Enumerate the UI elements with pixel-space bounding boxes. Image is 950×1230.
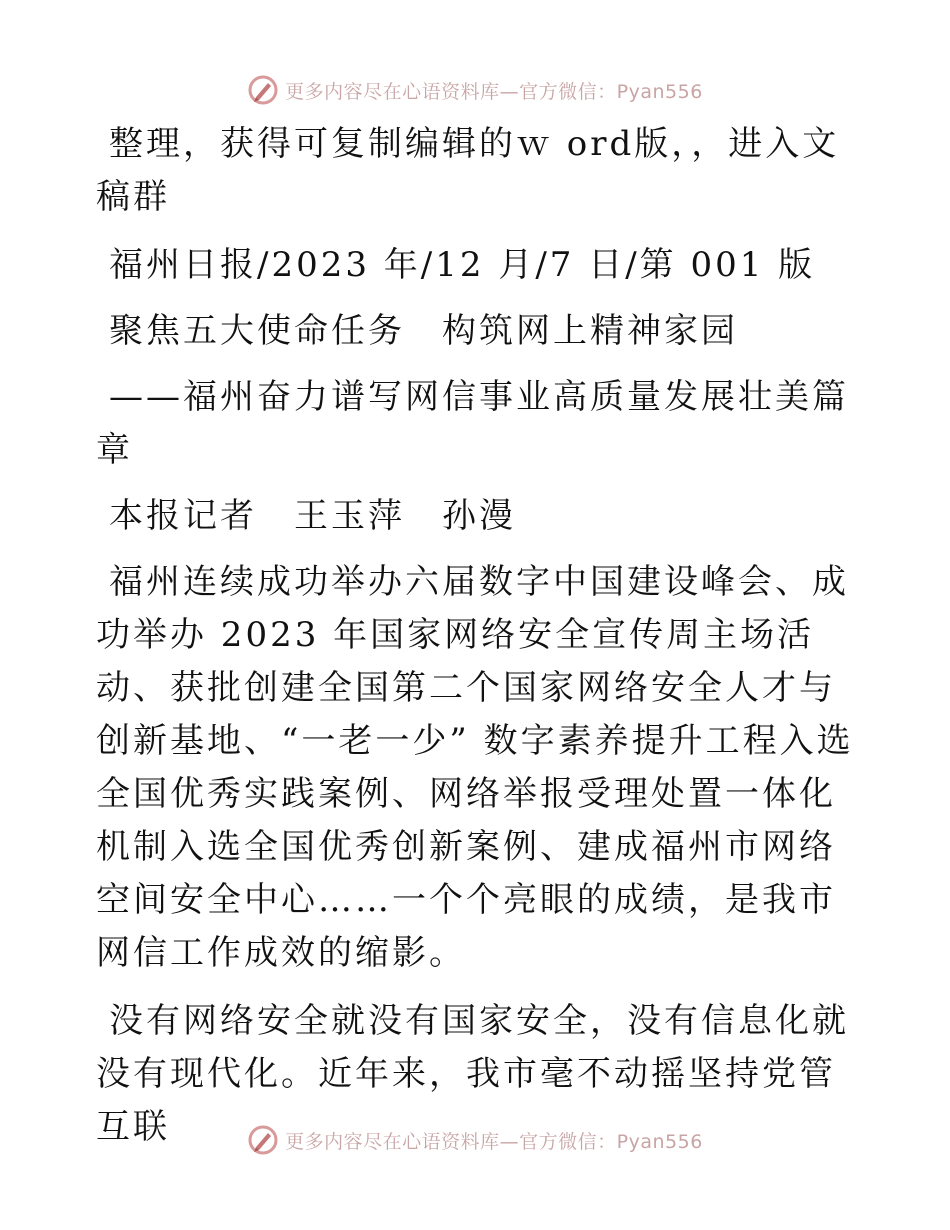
intro-paragraph: 整理，获得可复制编辑的ｗ ord版，，进入文稿群 [96, 124, 840, 217]
publication-info: 福州日报/2023 年/12 月/7 日/第 001 版 [109, 245, 816, 285]
watermark-text: 更多内容尽在心语资料库—官方微信：Pyan556 [285, 1130, 703, 1153]
watermark-text: 更多内容尽在心语资料库—官方微信：Pyan556 [285, 80, 703, 103]
body-paragraph: 没有网络安全就没有国家安全，没有信息化就没有现代化。近年来，我市毫不动摇坚持党管互联 [96, 1001, 849, 1147]
header-watermark [0, 72, 950, 108]
footer-watermark [0, 1122, 950, 1158]
body-paragraph: 福州连续成功举办六届数字中国建设峰会、成功举办 2023 年国家网络安全宣传周主场活动、获批创建全国第二个国家网络安全人才与创新基地、“一老一少” 数字素养提升工程入选全国优秀实践案例、网络举报受理处置一体化机制入选全国优秀创新案例、建成福州市网络空间安全中心……一个个亮眼的成绩，是我市网信工作成效的缩影。 [96, 562, 854, 973]
article-headline: 聚焦五大使命任务 构筑网上精神家园 [109, 311, 738, 351]
pen-logo-icon [247, 74, 279, 106]
document-body [96, 118, 856, 1169]
article-byline: 本报记者 王玉萍 孙漫 [109, 496, 516, 536]
article-subheadline: ——福州奋力谱写网信事业高质量发展壮美篇章 [96, 377, 849, 470]
pen-logo-icon [247, 1124, 279, 1156]
